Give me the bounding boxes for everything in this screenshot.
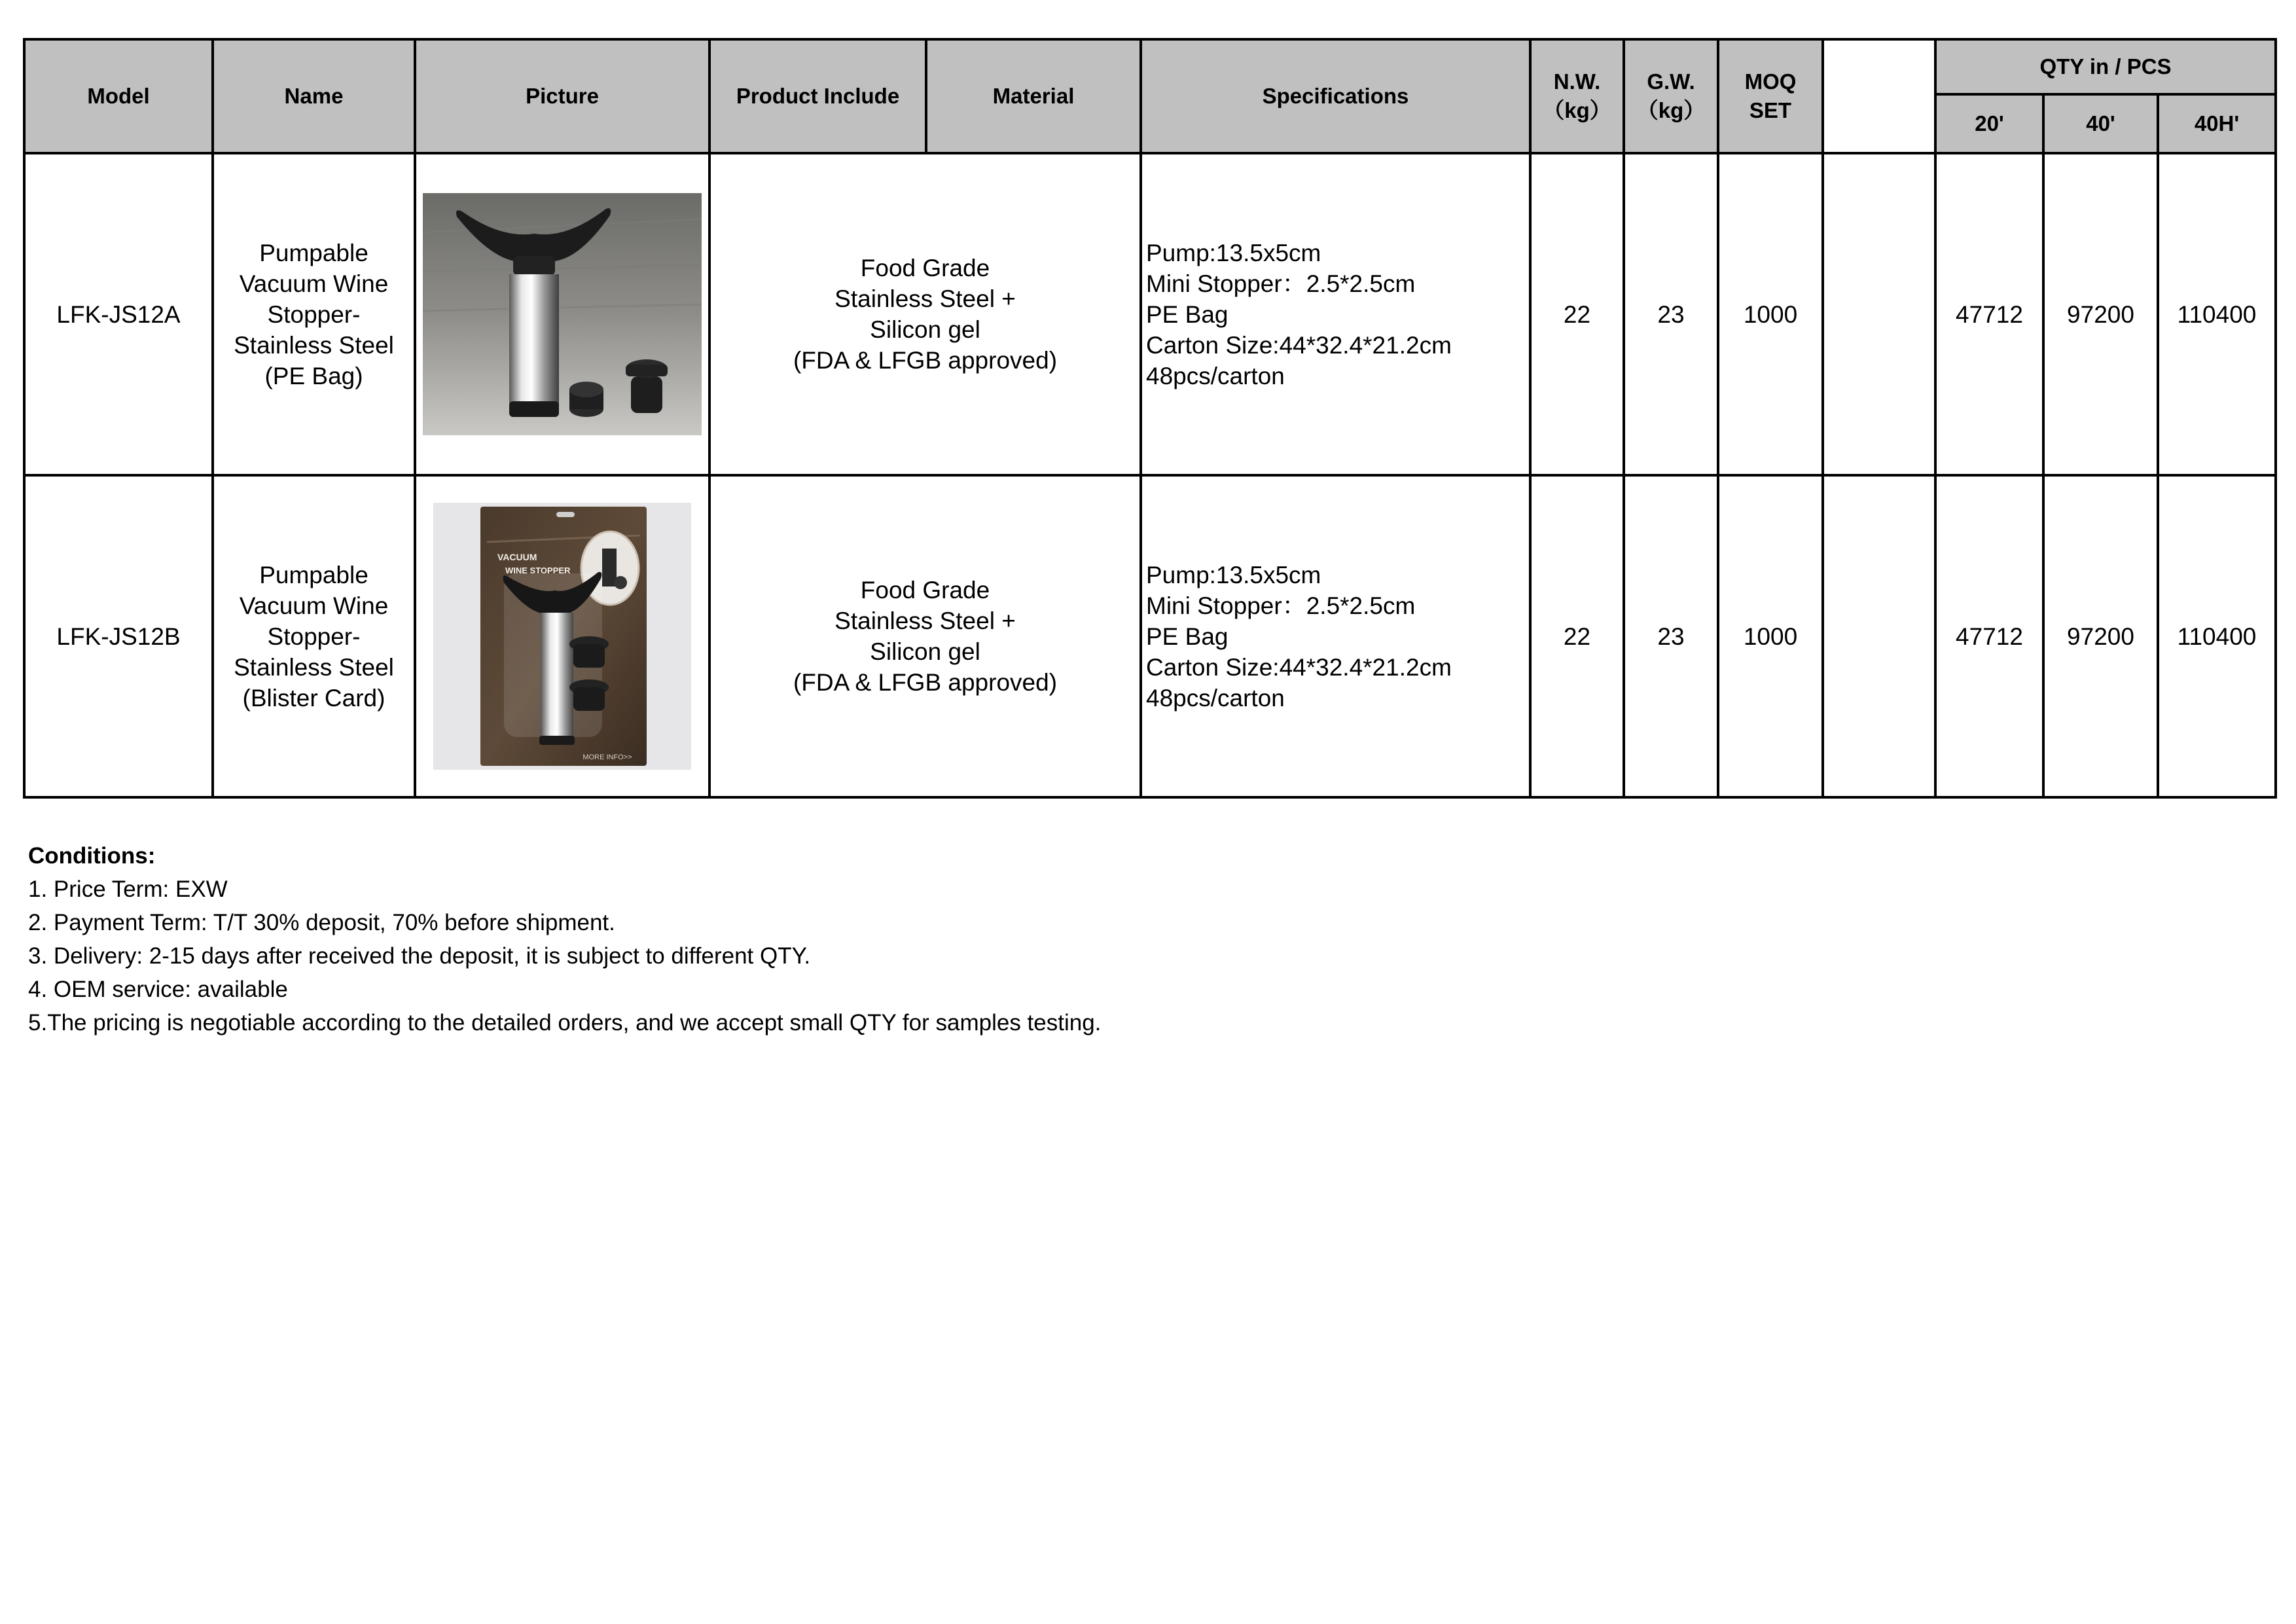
spec-line: Mini Stopper：2.5*2.5cm bbox=[1146, 592, 1416, 619]
header-qty-40: 40' bbox=[2043, 94, 2158, 153]
name-line: (Blister Card) bbox=[242, 684, 386, 712]
cell-picture bbox=[415, 475, 709, 797]
spec-line: 48pcs/carton bbox=[1146, 362, 1285, 389]
cell-name bbox=[213, 475, 415, 797]
header-material: Material bbox=[926, 39, 1141, 153]
header-qty: QTY in / PCS bbox=[1935, 39, 2276, 94]
name-line: Stopper- bbox=[267, 300, 361, 328]
cell-picture bbox=[415, 153, 709, 475]
header-name: Name bbox=[213, 39, 415, 153]
cell-qty-20: 47712 bbox=[1935, 153, 2043, 475]
material-line: Food Grade bbox=[860, 577, 990, 604]
material-line: Food Grade bbox=[860, 255, 990, 281]
condition-item: 4. OEM service: available bbox=[28, 977, 288, 1002]
table-row bbox=[24, 475, 2276, 797]
condition-item: 2. Payment Term: T/T 30% deposit, 70% before shipment. bbox=[28, 910, 615, 935]
header-qty-20: 20' bbox=[1935, 94, 2043, 153]
cell-model: LFK-JS12A bbox=[24, 153, 213, 475]
name-line: Stainless Steel bbox=[234, 653, 394, 681]
name-line: Stainless Steel bbox=[234, 331, 394, 359]
header-moq bbox=[1718, 39, 1823, 153]
blister-footer-text: MORE INFO>> bbox=[583, 753, 632, 761]
cell-moq: 1000 bbox=[1718, 475, 1823, 797]
header-nw-unit: （kg） bbox=[1543, 98, 1611, 122]
table-row bbox=[24, 153, 2276, 475]
blister-label-line: VACUUM bbox=[497, 552, 537, 562]
header-gw-line: G.W. bbox=[1647, 69, 1695, 94]
cell-qty-40: 97200 bbox=[2043, 475, 2158, 797]
header-moq-unit: SET bbox=[1749, 98, 1792, 122]
cell-model: LFK-JS12B bbox=[24, 475, 213, 797]
cell-gw: 23 bbox=[1624, 153, 1718, 475]
name-line: (PE Bag) bbox=[264, 362, 363, 389]
material-line: (FDA & LFGB approved) bbox=[793, 347, 1058, 374]
spec-line: Carton Size:44*32.4*21.2cm bbox=[1146, 331, 1452, 359]
cell-material bbox=[709, 153, 1141, 475]
header-gw-unit: （kg） bbox=[1636, 98, 1706, 122]
name-line: Pumpable bbox=[259, 561, 368, 588]
material-line: Silicon gel bbox=[870, 638, 980, 665]
cell-specifications bbox=[1141, 475, 1530, 797]
material-line: (FDA & LFGB approved) bbox=[793, 669, 1058, 696]
header-product-include: Product Include bbox=[709, 39, 926, 153]
material-line: Stainless Steel + bbox=[834, 285, 1016, 312]
spec-line: PE Bag bbox=[1146, 623, 1229, 650]
condition-item: 3. Delivery: 2-15 days after received the deposit, it is subject to different QTY. bbox=[28, 943, 811, 969]
condition-item: 5.The pricing is negotiable according to the detailed orders, and we accept small QTY for samples testing. bbox=[28, 1010, 1102, 1036]
name-line: Pumpable bbox=[259, 239, 368, 266]
header-blank bbox=[1823, 39, 1935, 153]
name-line: Vacuum Wine bbox=[239, 592, 389, 619]
cell-nw: 22 bbox=[1530, 153, 1624, 475]
header-model: Model bbox=[24, 39, 213, 153]
cell-blank bbox=[1823, 153, 1935, 475]
cell-material bbox=[709, 475, 1141, 797]
cell-qty-40h: 110400 bbox=[2158, 153, 2276, 475]
cell-qty-40: 97200 bbox=[2043, 153, 2158, 475]
condition-item: 1. Price Term: EXW bbox=[28, 876, 228, 902]
cell-nw: 22 bbox=[1530, 475, 1624, 797]
blister-label-line: WINE STOPPER bbox=[505, 566, 571, 575]
cell-moq: 1000 bbox=[1718, 153, 1823, 475]
cell-specifications bbox=[1141, 153, 1530, 475]
header-nw-line: N.W. bbox=[1553, 69, 1601, 94]
header-gw bbox=[1624, 39, 1718, 153]
conditions-title: Conditions: bbox=[28, 843, 156, 869]
spec-line: Pump:13.5x5cm bbox=[1146, 561, 1321, 588]
material-line: Stainless Steel + bbox=[834, 607, 1016, 634]
header-row-top bbox=[24, 39, 2276, 94]
name-line: Stopper- bbox=[267, 623, 361, 650]
header-specifications: Specifications bbox=[1141, 39, 1530, 153]
cell-gw: 23 bbox=[1624, 475, 1718, 797]
blister-card-photo bbox=[433, 503, 691, 770]
header-picture: Picture bbox=[415, 39, 709, 153]
quotation-table bbox=[23, 38, 2277, 799]
wine-pump-photo bbox=[423, 193, 702, 435]
cell-blank bbox=[1823, 475, 1935, 797]
spec-line: Carton Size:44*32.4*21.2cm bbox=[1146, 653, 1452, 681]
spec-line: Mini Stopper：2.5*2.5cm bbox=[1146, 270, 1416, 297]
header-qty-40h: 40H' bbox=[2158, 94, 2276, 153]
header-nw bbox=[1530, 39, 1624, 153]
cell-name bbox=[213, 153, 415, 475]
cell-qty-40h: 110400 bbox=[2158, 475, 2276, 797]
spec-line: 48pcs/carton bbox=[1146, 684, 1285, 712]
cell-qty-20: 47712 bbox=[1935, 475, 2043, 797]
spec-line: PE Bag bbox=[1146, 300, 1229, 328]
name-line: Vacuum Wine bbox=[239, 270, 389, 297]
material-line: Silicon gel bbox=[870, 316, 980, 343]
conditions-block bbox=[28, 839, 1101, 1039]
header-moq-line: MOQ bbox=[1744, 69, 1797, 94]
spec-line: Pump:13.5x5cm bbox=[1146, 239, 1321, 266]
